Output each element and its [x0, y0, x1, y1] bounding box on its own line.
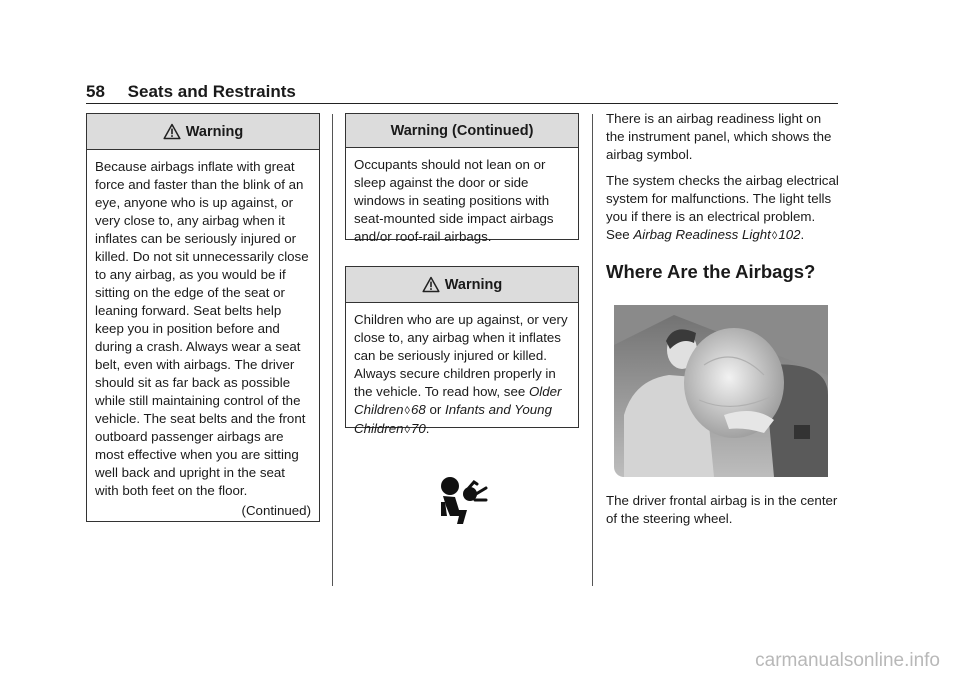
- column-divider-2: [592, 114, 593, 586]
- warning-title: Warning: [185, 123, 244, 140]
- airbag-readiness-symbol-icon: [436, 476, 492, 526]
- section-title: Seats and Restraints: [127, 82, 296, 101]
- page-ref-number: 68: [410, 402, 426, 417]
- warning-body: Occupants should not lean on or sleep against the door or side windows in seating positions with seat-mounted side impact airbags and/or roof-rail airbags.: [354, 157, 554, 244]
- warning-box-header: [346, 114, 578, 148]
- page-ref-icon: ◊: [404, 424, 410, 436]
- warning-box-header: [87, 114, 319, 150]
- warning-title: Warning: [444, 276, 503, 293]
- sentence-end: .: [800, 227, 805, 242]
- warning-body: [346, 303, 578, 445]
- caption-block: [606, 492, 841, 536]
- page-number: 58: [86, 82, 105, 101]
- warning-triangle-icon: [163, 123, 181, 140]
- warning-box-continued: [345, 113, 579, 244]
- sentence-end: .: [425, 421, 430, 436]
- warning-title: Warning (Continued): [390, 122, 534, 139]
- warning-text: Because airbags inflate with great force and faster than the blink of an eye, anyone who is up against, or very close to, any airbag when it inflates can be seriously injured or killed. Do not sit unnecessarily close to any airbag, as you would be if sitting on the edge of the seat or leaning forward. Seat belts help keep you in position before and during a crash. Always wear a seat belt, even with airbags. The driver should sit as far back as possible while still maintaining control of the vehicle. The seat belts and the front outboard passenger airbags are most effective when you are sitting well back and upright in the seat with both feet on the floor.: [95, 159, 309, 498]
- connector-text: or: [429, 402, 442, 417]
- warning-triangle-icon: [422, 276, 440, 293]
- paragraph-text: The system checks the airbag electrical system for malfunctions. The light tells you if there is an electrical problem. See: [606, 173, 839, 242]
- watermark: carmanualsonline.info: [755, 650, 940, 671]
- page-ref-icon: ◊: [771, 230, 778, 242]
- cross-reference-link[interactable]: Infants and Young Children: [354, 402, 552, 436]
- page-header: [86, 82, 296, 102]
- warning-box-children: [345, 266, 579, 436]
- warning-body: [87, 150, 319, 526]
- readiness-light-paragraph: There is an airbag readiness light on the instrument panel, which shows the airbag symbol.: [606, 111, 832, 162]
- system-check-paragraph: [606, 172, 841, 245]
- warning-text: Children who are up against, or very close to, any airbag when it inflates can be seriously injured or killed. Always secure children properly in the vehicle. To read how, see: [354, 312, 568, 399]
- cross-reference-link[interactable]: Airbag Readiness Light: [633, 227, 771, 242]
- section-heading: Where Are the Airbags?: [606, 261, 816, 282]
- warning-box-airbag-force: [86, 113, 320, 522]
- continued-label: (Continued): [241, 503, 311, 518]
- warning-box-header: [346, 267, 578, 303]
- right-column: [606, 110, 841, 297]
- airbag-location-caption: The driver frontal airbag is in the center of the steering wheel.: [606, 493, 838, 526]
- page-ref-icon: ◊: [404, 405, 410, 417]
- column-divider-1: [332, 114, 333, 586]
- page-ref-number: 102: [778, 227, 801, 242]
- driver-airbag-illustration: [614, 305, 828, 477]
- page-ref-number: 70: [410, 421, 426, 436]
- cross-reference-link[interactable]: Older Children: [354, 384, 562, 417]
- header-rule: [86, 103, 838, 104]
